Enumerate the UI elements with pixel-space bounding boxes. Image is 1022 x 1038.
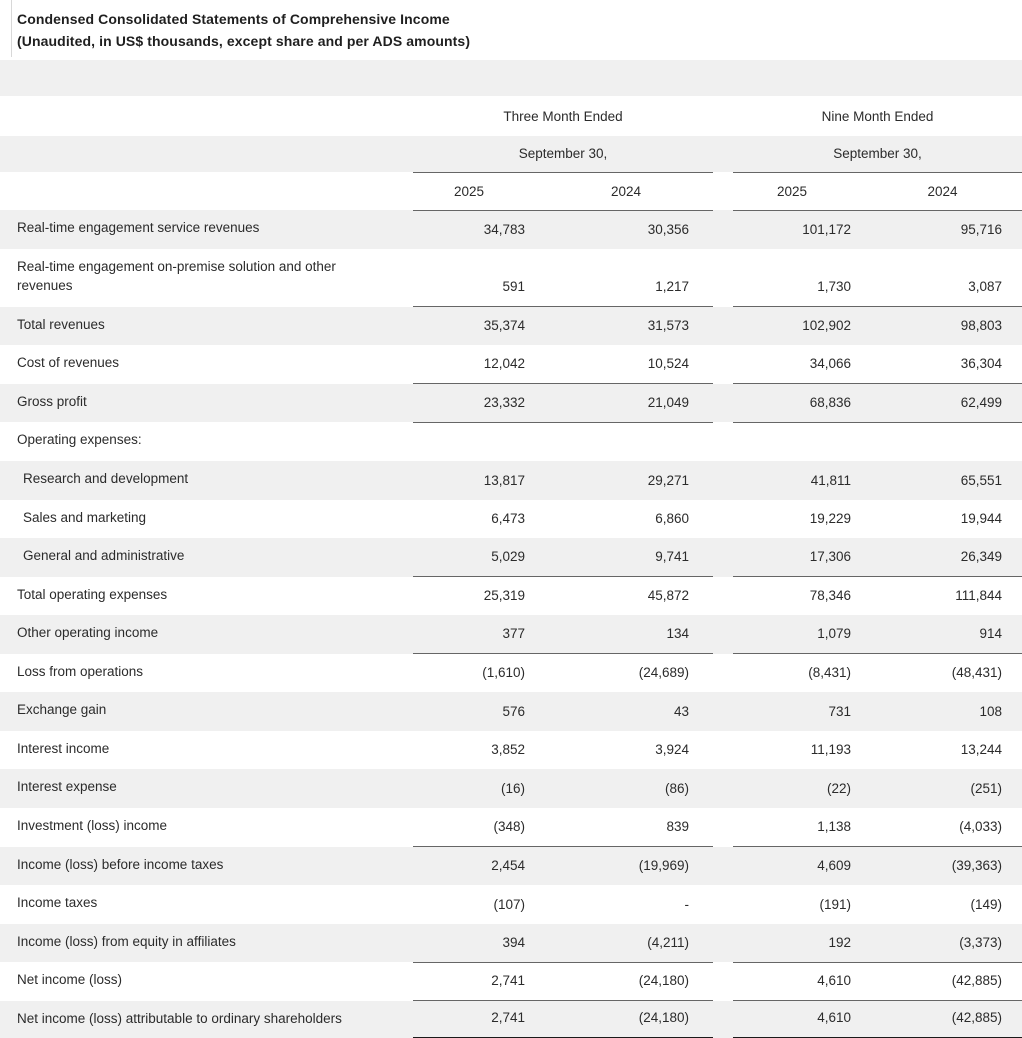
year-header: 2024 xyxy=(883,172,1022,210)
value-cell: (8,431) xyxy=(808,665,851,681)
value-cell: (22) xyxy=(733,769,883,808)
row-label: Interest income xyxy=(17,740,110,756)
value-cell: 68,836 xyxy=(733,384,883,423)
group-gap xyxy=(713,422,733,461)
table-row xyxy=(0,924,1022,963)
value-cell: 3,087 xyxy=(883,249,1022,307)
value-cell: 1,217 xyxy=(563,249,713,307)
group-gap xyxy=(713,500,733,539)
row-label: Operating expenses: xyxy=(17,432,142,448)
value-cell: 98,803 xyxy=(883,307,1022,346)
value-cell: 30,356 xyxy=(563,210,713,249)
group-gap xyxy=(713,847,733,886)
value-cell: (24,689) xyxy=(638,665,689,681)
table-row xyxy=(0,769,1022,808)
value-cell: (24,180) xyxy=(563,1001,713,1038)
value-cell: 26,349 xyxy=(883,538,1022,577)
group-gap xyxy=(713,924,733,963)
group-gap xyxy=(713,692,733,731)
group-gap xyxy=(713,461,733,500)
value-cell: 13,817 xyxy=(413,461,563,500)
value-cell: 17,306 xyxy=(733,538,883,577)
value-cell: 134 xyxy=(563,615,713,654)
value-cell: 3,924 xyxy=(655,742,689,758)
value-cell: 13,244 xyxy=(960,742,1002,758)
row-label: Investment (loss) income xyxy=(17,818,168,833)
value-cell xyxy=(413,422,563,461)
value-cell: 10,524 xyxy=(563,345,713,384)
value-cell: (19,969) xyxy=(563,847,713,886)
group-gap xyxy=(713,731,733,770)
value-cell: 41,811 xyxy=(733,461,883,500)
period-header-row xyxy=(0,96,1022,136)
value-cell: 1,730 xyxy=(733,249,883,307)
table-row xyxy=(0,731,1022,770)
value-cell: 2,741 xyxy=(413,1001,563,1038)
value-cell: 6,860 xyxy=(655,511,689,527)
table-row xyxy=(0,307,1022,346)
value-cell: (251) xyxy=(883,769,1022,808)
table-row xyxy=(0,1001,1022,1038)
value-cell: 1,079 xyxy=(733,615,883,654)
row-label: Real-time engagement on-premise solution and other revenues xyxy=(17,258,336,294)
row-label: Research and development xyxy=(0,461,413,500)
table-row xyxy=(0,384,1022,423)
value-cell: 12,042 xyxy=(413,345,563,384)
value-cell: 914 xyxy=(883,615,1022,654)
value-cell: 3,852 xyxy=(491,742,525,758)
value-cell: (48,431) xyxy=(951,665,1002,681)
year-header: 2025 xyxy=(413,172,563,210)
group-gap xyxy=(713,384,733,423)
row-label: Cost of revenues xyxy=(17,355,120,371)
group-gap xyxy=(713,1001,733,1038)
value-cell: 9,741 xyxy=(563,538,713,577)
group-gap xyxy=(713,307,733,346)
value-cell: 95,716 xyxy=(883,210,1022,249)
statement-header xyxy=(0,0,1022,60)
value-cell: 4,610 xyxy=(733,1001,883,1038)
value-cell: 25,319 xyxy=(483,588,525,604)
value-cell: 108 xyxy=(883,692,1022,731)
value-cell: 65,551 xyxy=(883,461,1022,500)
value-cell: 29,271 xyxy=(563,461,713,500)
value-cell: 34,783 xyxy=(413,210,563,249)
value-cell: (348) xyxy=(413,808,563,847)
value-cell: 839 xyxy=(563,808,713,847)
value-cell: 11,193 xyxy=(810,742,851,758)
value-cell: 2,741 xyxy=(413,962,563,1001)
row-label: Income taxes xyxy=(17,895,98,911)
row-label: Exchange gain xyxy=(0,692,413,731)
value-cell: (42,885) xyxy=(883,962,1022,1001)
group-gap xyxy=(713,577,733,616)
value-cell: (149) xyxy=(970,896,1002,912)
row-label: Income (loss) before income taxes xyxy=(0,847,413,886)
value-cell: 2,454 xyxy=(413,847,563,886)
value-cell: (107) xyxy=(493,896,525,912)
value-cell: 5,029 xyxy=(413,538,563,577)
group-gap xyxy=(713,210,733,249)
value-cell: (86) xyxy=(563,769,713,808)
value-cell: 36,304 xyxy=(883,345,1022,384)
group-gap xyxy=(713,962,733,1001)
value-cell: 101,172 xyxy=(733,210,883,249)
value-cell: 62,499 xyxy=(883,384,1022,423)
value-cell: (4,211) xyxy=(563,924,713,963)
value-cell: 31,573 xyxy=(563,307,713,346)
value-cell: (4,033) xyxy=(883,808,1022,847)
row-label: Sales and marketing xyxy=(23,509,147,525)
table-row xyxy=(0,210,1022,249)
value-cell: 111,844 xyxy=(955,588,1002,604)
row-label: Loss from operations xyxy=(17,663,144,679)
value-cell: 19,944 xyxy=(960,511,1002,527)
group-gap xyxy=(713,615,733,654)
value-cell: 591 xyxy=(413,249,563,307)
group-gap xyxy=(713,769,733,808)
value-cell: 1,138 xyxy=(733,808,883,847)
row-label: Gross profit xyxy=(0,384,413,423)
value-cell: 731 xyxy=(733,692,883,731)
table-row xyxy=(0,249,1022,307)
table-row xyxy=(0,847,1022,886)
value-cell: 377 xyxy=(413,615,563,654)
group-gap xyxy=(713,538,733,577)
value-cell: 4,610 xyxy=(733,962,883,1001)
table-row xyxy=(0,461,1022,500)
group-gap xyxy=(713,249,733,307)
group-gap xyxy=(713,808,733,847)
value-cell xyxy=(563,422,713,461)
value-cell: (1,610) xyxy=(482,665,525,681)
value-cell: 6,473 xyxy=(491,511,525,527)
table-row xyxy=(0,577,1022,616)
table-row xyxy=(0,962,1022,1001)
table-row xyxy=(0,500,1022,539)
table-body xyxy=(0,210,1022,1038)
row-label: Interest expense xyxy=(0,769,413,808)
year-header-row xyxy=(0,172,1022,210)
row-label: Total operating expenses xyxy=(17,586,168,602)
row-label: General and administrative xyxy=(0,538,413,577)
table-row xyxy=(0,654,1022,693)
income-statement-table xyxy=(0,60,1022,1038)
group-gap xyxy=(713,345,733,384)
table-row xyxy=(0,615,1022,654)
date-header: September 30, xyxy=(733,136,1022,172)
value-cell: (24,180) xyxy=(563,962,713,1001)
table-row xyxy=(0,885,1022,924)
row-label: Real-time engagement service revenues xyxy=(0,210,413,249)
value-cell: (39,363) xyxy=(883,847,1022,886)
value-cell xyxy=(883,422,1022,461)
statement-subtitle: (Unaudited, in US$ thousands, except share and per ADS amounts) xyxy=(17,33,471,50)
value-cell: 19,229 xyxy=(809,511,851,527)
value-cell: 4,609 xyxy=(733,847,883,886)
left-rule xyxy=(11,0,12,57)
row-label: Income (loss) from equity in affiliates xyxy=(0,924,413,963)
value-cell: 192 xyxy=(733,924,883,963)
table-row xyxy=(0,538,1022,577)
date-header: September 30, xyxy=(413,136,713,172)
value-cell: (16) xyxy=(413,769,563,808)
value-cell: 43 xyxy=(563,692,713,731)
date-header-row xyxy=(0,136,1022,172)
value-cell: - xyxy=(684,896,689,912)
value-cell: 34,066 xyxy=(733,345,883,384)
year-header: 2025 xyxy=(733,172,883,210)
period-header-three-month: Three Month Ended xyxy=(503,108,623,124)
year-header: 2024 xyxy=(563,172,713,210)
table-row xyxy=(0,345,1022,384)
value-cell: (42,885) xyxy=(883,1001,1022,1038)
table-row xyxy=(0,808,1022,847)
table-row xyxy=(0,692,1022,731)
row-label: Other operating income xyxy=(0,615,413,654)
value-cell: 21,049 xyxy=(563,384,713,423)
period-header-nine-month: Nine Month Ended xyxy=(821,108,934,124)
value-cell: 102,902 xyxy=(733,307,883,346)
row-label: Total revenues xyxy=(0,307,413,346)
value-cell: 576 xyxy=(413,692,563,731)
group-gap xyxy=(713,654,733,693)
group-gap xyxy=(713,885,733,924)
value-cell: 394 xyxy=(413,924,563,963)
value-cell: 45,872 xyxy=(647,588,689,604)
row-label: Net income (loss) xyxy=(17,972,123,988)
table-row xyxy=(0,422,1022,461)
value-cell: 35,374 xyxy=(413,307,563,346)
value-cell xyxy=(733,422,883,461)
value-cell: 78,346 xyxy=(809,588,851,604)
spacer-band xyxy=(0,60,1022,96)
value-cell: (191) xyxy=(819,896,851,912)
value-cell: (3,373) xyxy=(883,924,1022,963)
row-label: Net income (loss) attributable to ordinary shareholders xyxy=(0,1001,413,1038)
value-cell: 23,332 xyxy=(413,384,563,423)
statement-title: Condensed Consolidated Statements of Comprehensive Income xyxy=(17,11,450,27)
